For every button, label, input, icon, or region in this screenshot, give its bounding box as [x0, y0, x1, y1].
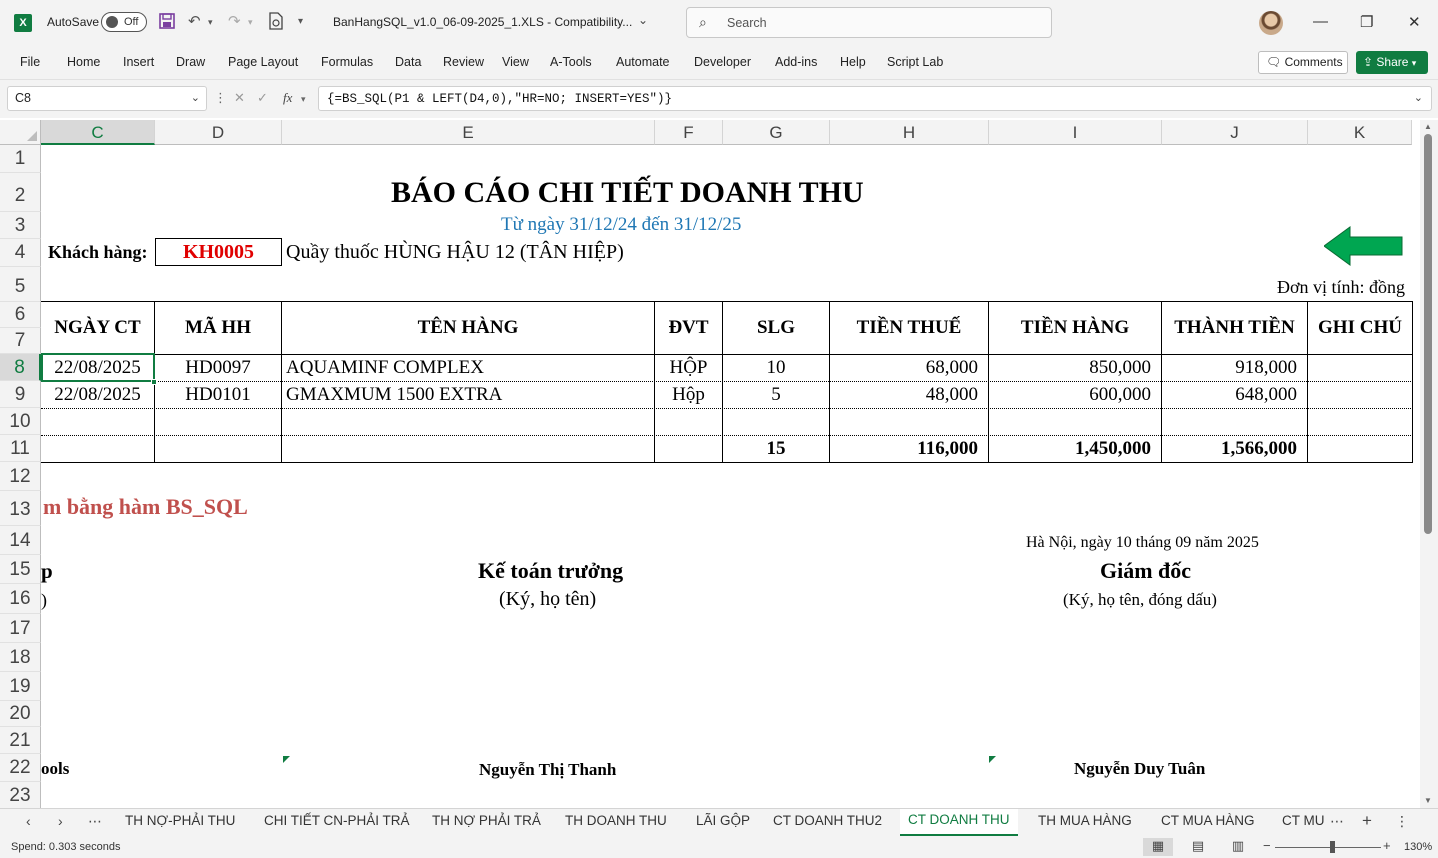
tab-ct-mua-hang[interactable]: CT MUA HÀNG — [1161, 813, 1255, 828]
row-header-3[interactable]: 3 — [0, 212, 41, 239]
row-header-17[interactable]: 17 — [0, 614, 41, 643]
row-header-7[interactable]: 7 — [0, 328, 41, 354]
undo-dropdown-icon[interactable]: ▾ — [208, 17, 213, 27]
column-header-e[interactable]: E — [282, 120, 655, 145]
header-ten-hang: TÊN HÀNG — [417, 317, 519, 338]
total-grand[interactable]: 1,566,000 — [1221, 438, 1297, 459]
minimize-icon[interactable]: — — [1313, 13, 1328, 30]
sig-mid-name: Nguyễn Thị Thanh — [479, 760, 617, 779]
zoom-in-icon[interactable]: + — [1383, 838, 1391, 853]
tab-ct-doanh-thu2[interactable]: CT DOANH THU2 — [773, 813, 883, 828]
page-layout-view-icon[interactable]: ▤ — [1191, 838, 1205, 853]
tab-ct-mu[interactable]: CT MU — [1282, 813, 1325, 828]
customer-name: Quầy thuốc HÙNG HẬU 12 (TÂN HIỆP) — [286, 241, 624, 263]
cell-tax[interactable]: 48,000 — [925, 384, 978, 405]
chevron-down-icon[interactable]: ⌄ — [638, 13, 649, 27]
cell-amount[interactable]: 600,000 — [1089, 384, 1151, 405]
cell-qty[interactable]: 5 — [771, 384, 781, 405]
header-ghi-chu: GHI CHÚ — [1318, 317, 1402, 338]
report-title: BÁO CÁO CHI TIẾT DOANH THU — [391, 176, 864, 209]
autosave-toggle[interactable] — [101, 12, 147, 32]
menu-help[interactable]: Help — [840, 55, 866, 69]
autosave-state: Off — [124, 16, 139, 28]
menu-automate[interactable]: Automate — [616, 55, 670, 69]
row-divider — [41, 408, 1413, 409]
select-all-corner[interactable] — [0, 120, 41, 145]
tab-lai-gop[interactable]: LÃI GỘP — [696, 813, 751, 828]
customize-toolbar-icon[interactable]: ▾ — [298, 16, 304, 27]
row-header-23[interactable]: 23 — [0, 782, 41, 810]
menu-a-tools[interactable]: A-Tools — [550, 55, 592, 69]
row-divider — [41, 381, 1413, 382]
customer-label: Khách hàng: — [48, 242, 148, 262]
row-header-4[interactable]: 4 — [0, 239, 41, 267]
row-header-12[interactable]: 12 — [0, 462, 41, 491]
status-text: Spend: 0.303 seconds — [11, 841, 121, 853]
row-header-21[interactable]: 21 — [0, 727, 41, 754]
page-break-view-icon[interactable]: ▥ — [1231, 838, 1245, 853]
comments-label: Comments — [1284, 55, 1343, 69]
place-date: Hà Nội, ngày 10 tháng 09 năm 2025 — [1026, 534, 1259, 551]
menu-review[interactable]: Review — [443, 55, 484, 69]
row-header-8[interactable]: 8 — [0, 354, 41, 381]
scroll-tabs-right-icon[interactable]: › — [58, 813, 63, 829]
vertical-scrollbar[interactable] — [1420, 120, 1438, 810]
column-header-i[interactable]: I — [989, 120, 1162, 145]
row-header-13[interactable]: 13 — [0, 491, 41, 526]
row-header-19[interactable]: 19 — [0, 672, 41, 701]
avatar[interactable] — [1259, 11, 1283, 35]
comment-indicator-icon[interactable] — [989, 756, 996, 763]
cell-date[interactable]: 22/08/2025 — [54, 357, 141, 378]
comment-indicator-icon[interactable] — [283, 756, 290, 763]
sig-left-title: p — [41, 559, 53, 583]
column-header-j[interactable]: J — [1162, 120, 1308, 145]
row-header-22[interactable]: 22 — [0, 754, 41, 782]
table-right-border — [1412, 301, 1413, 463]
chevron-down-icon: ▾ — [1411, 58, 1417, 68]
formula-text: {=BS_SQL(P1 & LEFT(D4,0),"HR=NO; INSERT=YES")} — [327, 92, 673, 106]
menu-draw[interactable]: Draw — [176, 55, 206, 69]
menu-data[interactable]: Data — [395, 55, 422, 69]
sig-right-title: Giám đốc — [1100, 558, 1192, 583]
tab-ct-doanh-thu[interactable]: CT DOANH THU — [900, 809, 1018, 837]
column-header-c[interactable]: C — [41, 120, 155, 145]
header-tien-thue: TIỀN THUẾ — [856, 317, 962, 338]
name-box[interactable] — [7, 86, 207, 111]
header-slg: SLG — [756, 317, 796, 338]
cell-date[interactable]: 22/08/2025 — [54, 384, 141, 405]
scroll-down-icon[interactable]: ▼ — [1424, 796, 1432, 805]
column-header-k[interactable]: K — [1308, 120, 1412, 145]
cell-unit[interactable]: Hộp — [672, 384, 705, 405]
row-header-20[interactable]: 20 — [0, 701, 41, 727]
formula-bar — [0, 80, 1438, 118]
title-bar — [0, 0, 1438, 46]
row-header-11[interactable]: 11 — [0, 435, 41, 462]
zoom-out-icon[interactable]: − — [1263, 838, 1271, 853]
add-sheet-icon[interactable]: + — [1362, 811, 1372, 830]
table-top-border — [41, 301, 1413, 302]
row-header-18[interactable]: 18 — [0, 643, 41, 672]
worksheet-grid[interactable] — [0, 120, 1438, 810]
share-label: Share — [1376, 55, 1409, 69]
tab-th-doanh-thu[interactable]: TH DOANH THU — [565, 813, 667, 828]
row-header-9[interactable]: 9 — [0, 381, 41, 408]
search-icon: ⌕ — [699, 14, 707, 30]
document-title[interactable]: BanHangSQL_v1.0_06-09-2025_1.XLS - Compatibility... — [333, 15, 633, 29]
scroll-tabs-left-icon[interactable]: ‹ — [26, 813, 31, 829]
expand-formula-icon[interactable]: ⌄ — [1413, 92, 1423, 104]
total-qty[interactable]: 15 — [766, 438, 786, 459]
share-button[interactable] — [1356, 51, 1428, 74]
excel-logo-icon: X — [14, 14, 32, 32]
autosave-label: AutoSave — [47, 15, 100, 29]
sheet-tab-bar — [0, 808, 1438, 836]
menu-developer[interactable]: Developer — [694, 55, 751, 69]
tab-th-no-phai-tra[interactable]: TH NỢ PHẢI TRẢ — [432, 813, 541, 828]
row-header-10[interactable]: 10 — [0, 408, 41, 435]
cell-unit[interactable]: HỘP — [669, 357, 708, 378]
share-icon: ⇪ — [1363, 55, 1374, 69]
scrollbar-thumb[interactable] — [1424, 134, 1432, 534]
row-header-6[interactable]: 6 — [0, 302, 41, 328]
sig-right-name: Nguyễn Duy Tuân — [1074, 759, 1206, 778]
tab-chi-tiet-cn-phai-tra[interactable]: CHI TIẾT CN-PHẢI TRẢ — [264, 813, 410, 828]
sig-left-name: ools — [41, 759, 70, 778]
menu-view[interactable]: View — [502, 55, 529, 69]
sig-mid-title: Kế toán trưởng — [478, 558, 624, 583]
total-tax[interactable]: 116,000 — [917, 438, 978, 459]
table-header-bottom-border — [41, 354, 1413, 355]
cell-product-name[interactable]: GMAXMUM 1500 EXTRA — [286, 384, 503, 405]
sig-mid-sub: (Ký, họ tên) — [499, 588, 597, 610]
more-tabs-icon[interactable]: ⋯ — [88, 813, 102, 829]
menu-formulas[interactable]: Formulas — [321, 55, 374, 69]
toggle-knob — [106, 16, 118, 28]
row-header-15[interactable]: 15 — [0, 555, 41, 584]
column-header-h[interactable]: H — [830, 120, 989, 145]
chevron-down-icon[interactable]: ⌄ — [190, 92, 200, 104]
menu-insert[interactable]: Insert — [123, 55, 155, 69]
zoom-level[interactable]: 130% — [1404, 841, 1433, 853]
row-header-1[interactable]: 1 — [0, 145, 41, 173]
cell-code[interactable]: HD0101 — [185, 384, 251, 405]
cell-total[interactable]: 918,000 — [1235, 357, 1297, 378]
chevron-down-icon[interactable]: ▾ — [301, 94, 306, 104]
row-header-14[interactable]: 14 — [0, 526, 41, 555]
header-ngay-ct: NGÀY CT — [54, 317, 141, 338]
footer-note: m bằng hàm BS_SQL — [43, 494, 248, 519]
insert-function-icon[interactable]: fx — [283, 90, 293, 105]
header-dvt: ĐVT — [668, 317, 709, 338]
menu-file[interactable]: File — [20, 55, 41, 69]
undo-icon[interactable]: ↶ — [188, 13, 201, 30]
cell-amount[interactable]: 850,000 — [1089, 357, 1151, 378]
row-header-16[interactable]: 16 — [0, 584, 41, 614]
column-header-d[interactable]: D — [155, 120, 282, 145]
menu-page-layout[interactable]: Page Layout — [228, 55, 299, 69]
zoom-slider-knob[interactable] — [1330, 841, 1335, 853]
comments-button[interactable] — [1258, 51, 1348, 74]
print-preview-icon[interactable] — [268, 12, 284, 34]
cell-code[interactable]: HD0097 — [185, 357, 251, 378]
report-date-range: Từ ngày 31/12/24 đến 31/12/25 — [501, 214, 742, 235]
column-header-g[interactable]: G — [723, 120, 830, 145]
column-header-f[interactable]: F — [655, 120, 723, 145]
search-box[interactable] — [686, 7, 1052, 38]
more-tabs-icon[interactable]: ⋯ — [1330, 813, 1344, 829]
menu-home[interactable]: Home — [67, 55, 101, 69]
active-cell-border — [41, 353, 155, 382]
tab-th-mua-hang[interactable]: TH MUA HÀNG — [1038, 813, 1132, 828]
sig-right-sub: (Ký, họ tên, đóng dấu) — [1063, 590, 1217, 609]
enter-icon[interactable]: ✓ — [257, 90, 268, 105]
cell-qty[interactable]: 10 — [766, 357, 786, 378]
cancel-icon[interactable]: ✕ — [234, 90, 245, 105]
cell-total[interactable]: 648,000 — [1235, 384, 1297, 405]
cell-tax[interactable]: 68,000 — [925, 357, 978, 378]
zoom-slider[interactable] — [1275, 847, 1381, 848]
header-ma-hh: MÃ HH — [185, 317, 251, 338]
cell-product-name[interactable]: AQUAMINF COMPLEX — [286, 357, 484, 378]
menu-add-ins[interactable]: Add-ins — [775, 55, 818, 69]
header-thanh-tien: THÀNH TIỀN — [1174, 317, 1295, 338]
redo-dropdown-icon[interactable]: ▾ — [248, 17, 253, 27]
menu-script-lab[interactable]: Script Lab — [887, 55, 944, 69]
more-options-icon[interactable]: ⋮ — [214, 90, 227, 105]
total-amount[interactable]: 1,450,000 — [1075, 438, 1151, 459]
more-options-icon[interactable]: ⋮ — [1395, 813, 1409, 829]
scroll-up-icon[interactable]: ▲ — [1424, 122, 1432, 131]
unit-note: Đơn vị tính: đồng — [1277, 277, 1406, 297]
name-box-value: C8 — [15, 91, 31, 105]
table-bottom-border — [41, 462, 1413, 463]
ribbon-tabs — [0, 46, 1438, 80]
comment-icon: 🗨 — [1266, 55, 1282, 69]
back-arrow-icon[interactable] — [1324, 226, 1404, 269]
row-header-5[interactable]: 5 — [0, 267, 41, 302]
formula-input[interactable] — [318, 86, 1432, 111]
sig-left-sub: ) — [41, 590, 47, 610]
save-icon[interactable] — [158, 12, 176, 34]
redo-icon[interactable]: ↷ — [228, 13, 241, 30]
search-placeholder: Search — [727, 16, 767, 30]
close-icon[interactable]: ✕ — [1408, 14, 1421, 31]
header-tien-hang: TIỀN HÀNG — [1020, 317, 1130, 338]
tab-th-no-phai-thu[interactable]: TH NỢ-PHẢI THU — [125, 813, 236, 828]
normal-view-icon[interactable]: ▦ — [1143, 838, 1173, 856]
status-bar — [0, 836, 1438, 858]
customer-code-cell[interactable]: KH0005 — [155, 238, 282, 266]
row-header-2[interactable]: 2 — [0, 173, 41, 212]
maximize-icon[interactable]: ❐ — [1360, 14, 1374, 31]
row-divider — [41, 435, 1413, 436]
